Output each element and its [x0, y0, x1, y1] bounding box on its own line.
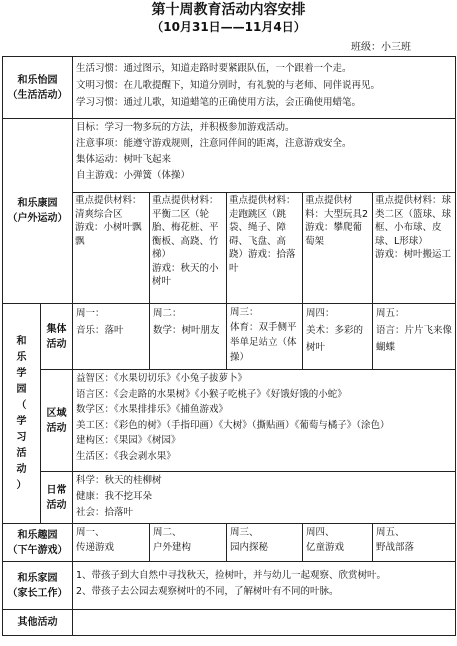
- outdoor-line: 集体运动：树叶飞起来: [76, 154, 172, 165]
- outdoor-area-1: 重点提供材料：清爽综合区 游戏：小树叶飘飘: [73, 193, 150, 304]
- day-label: 周二、: [153, 527, 182, 538]
- daily-line: 社会：拾落叶: [76, 507, 134, 518]
- life-line: 文明习惯：在儿歌提醒下，知道分别时，有礼貌的与老师、同伴说再见。: [76, 80, 381, 91]
- day-content: 体育：双手侧平举单足站立（体操）: [230, 322, 297, 363]
- day-label: 周二：: [153, 308, 182, 319]
- other-section-header: 其他活动: [3, 610, 73, 636]
- group-activity-row: [3, 304, 456, 370]
- learning-title-char: 园: [16, 383, 27, 395]
- group-day-mon: [73, 304, 150, 370]
- learning-title-char: （: [16, 399, 27, 411]
- family-section-header: [3, 562, 73, 610]
- daily-activity-content: [73, 472, 456, 524]
- learning-section-header: [3, 304, 41, 524]
- life-row: [3, 57, 456, 119]
- life-content: [73, 57, 456, 119]
- outdoor-area-3: 重点提供材料：走跑跳区（跳袋、绳子、障碍、飞盘、高跷）游戏：拾落叶: [227, 193, 303, 304]
- schedule-table: [2, 56, 456, 636]
- corner-activity-label: [41, 370, 73, 472]
- family-row: [3, 562, 456, 610]
- life-section-title: 和乐怡园: [17, 74, 58, 86]
- daily-label-line: 日常: [46, 484, 67, 496]
- life-line: 学习习惯：通过儿歌，知道蜡笔的正确使用方法，会正确使用蜡笔。: [76, 97, 362, 108]
- family-content: [73, 562, 456, 610]
- date-range: （10月31日——11月4日）: [151, 20, 306, 34]
- family-line: 2、带孩子去公园去观察树叶的不同，了解树叶有不同的叶脉。: [76, 586, 339, 597]
- corner-line: 生活区：《我会剥水果》: [76, 450, 176, 462]
- daily-activity-row: [3, 472, 456, 524]
- learning-title-char: 习: [16, 431, 27, 443]
- other-content: [73, 610, 456, 636]
- day-content: 野战部落: [376, 542, 415, 553]
- group-day-tue: [150, 304, 227, 370]
- outdoor-section-subtitle: （户外运动）: [7, 213, 68, 224]
- outdoor-line: 目标：学习一物多玩的方法，并积极参加游戏活动。: [76, 122, 295, 133]
- learning-title-char: 活: [16, 447, 27, 459]
- outdoor-section-header: [3, 119, 73, 304]
- afternoon-row: [3, 524, 456, 562]
- day-content: 传递游戏: [76, 542, 115, 553]
- corner-activity-content: [73, 370, 456, 472]
- day-label: 周三：: [230, 307, 259, 318]
- afternoon-day-tue: [150, 524, 227, 562]
- corner-line: 美工区：《彩色的树》（手指印画）《大树》（撕贴画）《葡萄与橘子》（涂色）: [76, 419, 390, 431]
- daily-label-line: 活动: [46, 499, 67, 511]
- afternoon-day-wed: [227, 524, 303, 562]
- day-label: 周五：: [376, 308, 405, 319]
- learning-title-char: 乐: [16, 351, 27, 363]
- afternoon-day-thu: [303, 524, 373, 562]
- day-label: 周三、: [230, 527, 259, 538]
- afternoon-section-header: [3, 524, 73, 562]
- class-value: 小三班: [381, 42, 411, 53]
- day-content: 亿童游戏: [306, 542, 345, 553]
- life-line: 生活习惯：通过图示，知道走路时要紧跟队伍，一个跟着一个走。: [76, 63, 352, 74]
- learning-title-char: 学: [16, 415, 27, 427]
- day-label: 周一、: [76, 527, 105, 538]
- afternoon-section-subtitle: （下午游戏）: [7, 544, 68, 556]
- day-content: 美术：多彩的树叶: [306, 325, 364, 353]
- family-line: 1、带孩子到大自然中寻找秋天，捡树叶，并与幼儿一起观察、欣赏树叶。: [76, 570, 387, 581]
- outdoor-section-title: 和乐康园: [17, 198, 58, 209]
- outdoor-goals-row: [3, 119, 456, 193]
- day-content: 园内探秘: [230, 542, 269, 553]
- day-content: 音乐：落叶: [76, 325, 124, 336]
- daily-activity-label: [41, 472, 73, 524]
- learning-title-char: 学: [16, 367, 27, 379]
- day-content: 语言：片片飞来像蝴蝶: [376, 325, 453, 353]
- corner-label-line: 区域: [46, 407, 67, 419]
- corner-line: 益智区：《水果切切乐》《小兔子拔萝卜》: [76, 373, 248, 384]
- group-label-line: 集体: [46, 323, 67, 335]
- outdoor-area-4: 重点提供材料：大型玩具2 游戏：攀爬葡萄架: [303, 193, 373, 304]
- learning-title-char: 和: [16, 335, 27, 347]
- outdoor-area-2: 重点提供材料：平衡二区（轮胎、梅花桩、平衡板、高跷、竹梯） 游戏：秋天的小树叶: [150, 193, 227, 304]
- corner-line: 数学区：《水果排排乐》《捕鱼游戏》: [76, 404, 229, 415]
- page-title: 第十周教育活动内容安排: [151, 2, 306, 18]
- learning-title-char: 动: [16, 463, 27, 475]
- group-day-wed: [227, 304, 303, 370]
- family-section-subtitle: （家长工作）: [7, 587, 68, 599]
- daily-line: 健康：我不挖耳朵: [76, 491, 153, 502]
- outdoor-line: 注意事项：能遵守游戏规则，注意同伴间的距离，注意游戏安全。: [76, 138, 352, 149]
- corner-line: 语言区：《会走路的水果树》《小猴子吃桃子》《好饿好饿的小蛇》: [76, 388, 347, 400]
- life-section-header: [3, 57, 73, 119]
- afternoon-day-fri: [373, 524, 456, 562]
- group-day-thu: [303, 304, 373, 370]
- outdoor-area-5: 重点提供材料：球类二区（篮球、球框、小布球、皮球、L形球） 游戏：树叶搬运工: [373, 193, 456, 304]
- day-label: 周四、: [306, 527, 335, 538]
- class-label: 班级: [351, 42, 371, 53]
- day-label: 周一：: [76, 308, 105, 319]
- learning-title-char: ）: [16, 479, 27, 491]
- day-content: 数学：树叶朋友: [153, 325, 220, 336]
- outdoor-line: 自主游戏：小弹簧（体操）: [76, 170, 191, 181]
- corner-line: 建构区：《果园》《树园》: [76, 435, 181, 446]
- class-separator: ：: [371, 42, 381, 53]
- corner-label-line: 活动: [46, 422, 67, 434]
- afternoon-day-mon: [73, 524, 150, 562]
- group-day-fri: [373, 304, 456, 370]
- corner-activity-row: [3, 370, 456, 472]
- daily-line: 科学：秋天的桂柳树: [76, 475, 162, 486]
- other-row: [3, 610, 456, 636]
- class-info: [351, 42, 411, 54]
- group-label-line: 活动: [46, 338, 67, 350]
- family-section-title: 和乐家园: [17, 572, 58, 584]
- day-content: 户外建构: [153, 542, 192, 553]
- group-activity-label: [41, 304, 73, 370]
- life-section-subtitle: （生活活动）: [7, 89, 68, 101]
- outdoor-goals: [73, 119, 456, 193]
- afternoon-section-title: 和乐趣园: [17, 529, 58, 541]
- day-label: 周五、: [376, 527, 405, 538]
- day-label: 周四：: [306, 308, 335, 319]
